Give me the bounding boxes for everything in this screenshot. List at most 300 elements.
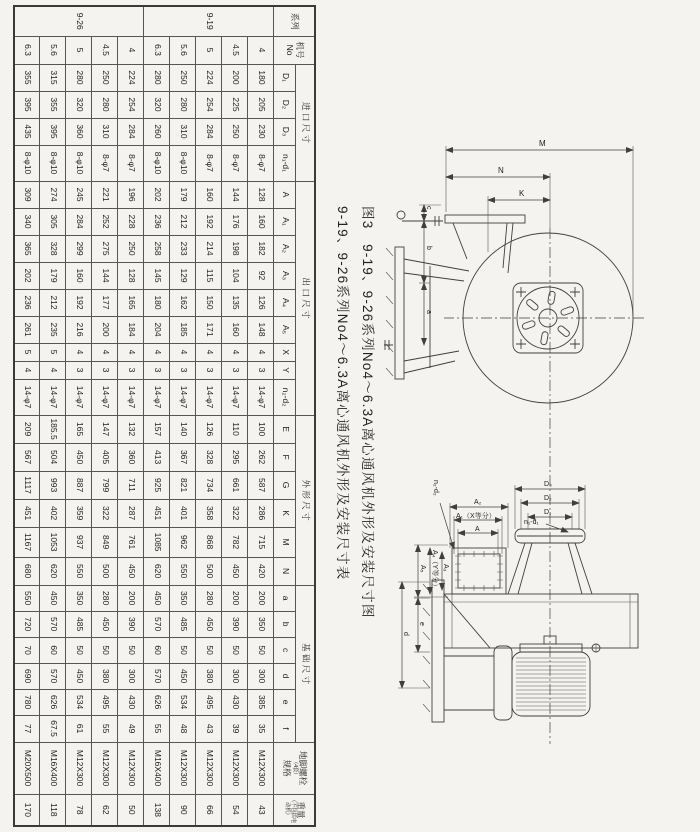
outlet-opening [458,554,500,588]
cell: 50 [118,637,144,663]
cell: 135 [222,289,248,316]
cell: 849 [92,527,118,557]
pedestal [404,259,469,373]
cell: 8-φ7 [222,145,248,181]
cell: 962 [170,527,196,557]
motor-base [494,646,512,720]
cell: 43 [196,715,222,742]
outlet-flange-front [452,548,506,594]
cell: 145 [144,262,170,289]
cell: 3 [222,361,248,379]
cell: 192 [196,208,222,235]
col-header: d [274,663,296,689]
cell: 8-φ7 [196,145,222,181]
cell: 534 [170,689,196,715]
cell: 570 [144,611,170,637]
cell: 280 [144,64,170,91]
cell: 450 [66,663,92,689]
col-header: K [274,499,296,527]
cell: 322 [222,499,248,527]
cell: M12X300 [92,742,118,794]
cell: 170 [14,794,40,826]
cell: 320 [144,91,170,118]
cell: 4 [40,361,66,379]
cell: 1053 [40,527,66,557]
machine-no: 5 [196,36,222,64]
cell: 115 [196,262,222,289]
dim-label-A: A [475,526,480,533]
cell: 179 [170,181,196,208]
cell: 350 [66,585,92,611]
casing-lines [444,594,638,648]
cell: 390 [222,611,248,637]
machine-no: 4.5 [222,36,248,64]
cell: 359 [66,499,92,527]
cell: 171 [196,316,222,343]
cell: 567 [14,443,40,471]
col-header: Y [274,361,296,379]
group-header: 基 础 尺 寸 [296,585,315,742]
cell: 200 [118,585,144,611]
col-header: A₂ [274,235,296,262]
cell: 132 [118,415,144,443]
cell: 49 [118,715,144,742]
support-frame [444,594,494,710]
cell: 380 [92,663,118,689]
cell: 280 [196,585,222,611]
cell: 715 [248,527,274,557]
cell: 887 [66,471,92,499]
cell: M12X300 [222,742,248,794]
cell: 450 [170,663,196,689]
dim-A [458,526,498,554]
machine-no: 4 [118,36,144,64]
group-header: 系列 [274,6,315,36]
dim-A2 [450,499,508,548]
cell: 8-φ10 [40,145,66,181]
cell: 92 [248,262,274,289]
table-row [40,6,66,826]
cell: 8-φ10 [144,145,170,181]
cell: M16X400 [40,742,66,794]
table-row [118,6,144,826]
cell: 8-φ7 [92,145,118,181]
cell: 225 [222,91,248,118]
cell: 14-φ7 [196,379,222,415]
cell: 450 [66,443,92,471]
dim-label-A4: A₄（Y等分） [431,550,438,591]
cell: 450 [92,611,118,637]
cell: 300 [248,663,274,689]
col-header: n₂-d₂ [274,379,296,415]
cell: 4 [14,361,40,379]
cell: 550 [170,557,196,585]
cell: 212 [170,208,196,235]
cell: 147 [92,415,118,443]
cell: 780 [14,689,40,715]
group-header: 外 形 尺 寸 [296,415,315,585]
cell: 128 [248,181,274,208]
cell: 250 [170,64,196,91]
cell: 360 [118,443,144,471]
cell: 165 [118,289,144,316]
cell: 390 [118,611,144,637]
dim-e [414,598,430,652]
cell: 185.5 [40,415,66,443]
cell: 405 [92,443,118,471]
cell: 761 [118,527,144,557]
cell: 35 [248,715,274,742]
cell: 367 [170,443,196,471]
cell: 495 [196,689,222,715]
col-header: n₁-d₁ [274,145,296,181]
cell: 993 [40,471,66,499]
anchor-bolt [397,211,443,226]
cell: 212 [40,289,66,316]
cell: 328 [40,235,66,262]
cell: 322 [92,499,118,527]
cell: 280 [170,91,196,118]
cell: 209 [14,415,40,443]
cell: 126 [196,415,222,443]
cell: 284 [196,118,222,145]
cell: 310 [170,118,196,145]
cell: 4 [170,343,196,361]
dim-K [488,189,550,252]
dim-A3 [442,552,449,590]
cell: 62 [92,794,118,826]
dim-label-D3: D₃ [544,481,552,488]
dim-N [446,166,550,228]
cell: 4 [118,343,144,361]
cell: 570 [40,611,66,637]
cell: 680 [14,557,40,585]
dim-label-e: e [418,622,425,626]
dim-label-c: c [425,206,432,210]
cell: 626 [40,689,66,715]
cell: 118 [40,794,66,826]
cell: 55 [144,715,170,742]
cell: 451 [144,499,170,527]
cell: 4 [248,343,274,361]
cell: 205 [248,91,274,118]
dim-n1d1 [524,519,568,532]
col-header: A₃ [274,262,296,289]
cell: 196 [118,181,144,208]
cell: 254 [196,91,222,118]
cell: 104 [222,262,248,289]
machine-no: 5.6 [40,36,66,64]
cell: M12X300 [196,742,222,794]
cell: 300 [222,663,248,689]
motor-body [512,652,590,716]
dim-label-n2d2: n₂-d₂ [432,480,439,496]
anchor-bolt [384,335,393,350]
cell: 450 [40,585,66,611]
cell: 233 [170,235,196,262]
cell: 402 [40,499,66,527]
motor [494,636,600,720]
cell: 39 [222,715,248,742]
dim-label-K: K [519,189,525,198]
cell: 720 [14,611,40,637]
cell: 184 [118,316,144,343]
cell: 250 [118,235,144,262]
cell: 43 [248,794,274,826]
cell: 284 [118,118,144,145]
spec-table-wrap [13,5,316,827]
col-header: f [274,715,296,742]
cell: 355 [14,64,40,91]
cell: 3 [170,361,196,379]
cell: M12X300 [66,742,92,794]
cell: 350 [170,585,196,611]
cell: 14-φ7 [66,379,92,415]
cell: 204 [144,316,170,343]
col-header: b [274,611,296,637]
col-header: M [274,527,296,557]
cell: 200 [248,585,274,611]
cell: 451 [14,499,40,527]
cell: 430 [118,689,144,715]
cell: 620 [144,557,170,585]
cell: 4 [92,343,118,361]
cell: 180 [248,64,274,91]
series-label: 9-19 [144,6,274,36]
cell: 157 [144,415,170,443]
cell: 626 [144,689,170,715]
cell: 401 [170,499,196,527]
spec-table [13,5,316,827]
cell: 236 [14,289,40,316]
cell: 129 [170,262,196,289]
cell: 4 [222,343,248,361]
cell: 224 [196,64,222,91]
cell: 821 [170,471,196,499]
base-plate [395,247,404,379]
cell: 385 [248,689,274,715]
table-row [66,6,92,826]
cell: 661 [222,471,248,499]
cell: 1117 [14,471,40,499]
cell: 280 [92,91,118,118]
table-row [196,6,222,826]
col-header: G [274,471,296,499]
cell: 550 [14,585,40,611]
cell: 250 [92,64,118,91]
cell: 8-φ10 [14,145,40,181]
cell: 200 [222,64,248,91]
cell: 799 [92,471,118,499]
cell: 5 [14,343,40,361]
cell: 262 [248,443,274,471]
table-row [14,6,40,826]
dim-label-N: N [498,166,504,175]
cell: 148 [248,316,274,343]
cell: 50 [248,637,274,663]
dim-label-A2: A₂ [474,499,482,506]
cell: 4 [144,343,170,361]
cell: 228 [118,208,144,235]
cell: 450 [144,585,170,611]
cell: 66 [196,794,222,826]
cell: 485 [66,611,92,637]
cell: 550 [66,557,92,585]
cell: 192 [66,289,92,316]
cell: 587 [248,471,274,499]
cell: 14-φ7 [144,379,170,415]
cell: 236 [144,208,170,235]
cell: 128 [118,262,144,289]
col-header: A₁ [274,208,296,235]
group-header: 机号 No [274,36,315,64]
col-header: D₁ [274,64,296,91]
series-label: 9-26 [14,6,144,36]
cell: 435 [14,118,40,145]
cell: 485 [170,611,196,637]
table-row [222,6,248,826]
cell: 48 [170,715,196,742]
cell: 5 [40,343,66,361]
table-row [144,6,170,826]
col-header: N [274,557,296,585]
cell: 14-φ7 [14,379,40,415]
cell: 360 [66,118,92,145]
cell: 620 [40,557,66,585]
dim-label-D1: D₁ [544,509,552,516]
outlet-duct [453,223,513,273]
ground-hatch [386,248,393,376]
machine-no: 6.3 [14,36,40,64]
cell: 77 [14,715,40,742]
cell: 50 [170,637,196,663]
cell: 185 [170,316,196,343]
table-row [92,6,118,826]
cell: 309 [14,181,40,208]
cell: 925 [144,471,170,499]
cell: 144 [222,181,248,208]
cell: 570 [40,663,66,689]
dim-A4 [430,548,440,594]
cell: 734 [196,471,222,499]
cell: 179 [40,262,66,289]
cell: 937 [66,527,92,557]
cell: 200 [92,316,118,343]
machine-no: 4.5 [92,36,118,64]
cell: 260 [144,118,170,145]
figure-caption: 图3 9-19、9-26系列No4～6.3A离心通风机外形及安装尺寸图 [360,206,375,619]
dim-label-M: M [539,139,546,148]
cell: 450 [118,557,144,585]
cell: 50 [222,637,248,663]
dim-label-D2: D₂ [544,495,552,502]
cell: 14-φ7 [40,379,66,415]
cell: 395 [40,118,66,145]
cell: 358 [196,499,222,527]
cell: 165 [66,415,92,443]
cell: 202 [144,181,170,208]
cell: 235 [40,316,66,343]
cell: 3 [66,361,92,379]
col-header: A₄ [274,289,296,316]
dim-M [446,139,633,324]
cell: 350 [248,611,274,637]
cell: 176 [222,208,248,235]
cell: 504 [40,443,66,471]
cell: 198 [222,235,248,262]
cell: 430 [222,689,248,715]
cell: 355 [40,91,66,118]
cell: 1085 [144,527,170,557]
cell: 160 [248,208,274,235]
cell: 395 [14,91,40,118]
cell: 110 [222,415,248,443]
cell: 340 [14,208,40,235]
group-header: 重量 （不包括电动机） [274,794,315,826]
cell: 4 [196,343,222,361]
group-header: 出 口 尺 寸 [296,181,315,415]
cell: 126 [248,289,274,316]
cell: 3 [92,361,118,379]
cell: 138 [144,794,170,826]
col-header: A₅ [274,316,296,343]
cell: 8-φ7 [248,145,274,181]
cell: 224 [118,64,144,91]
cell: 230 [248,118,274,145]
cell: 245 [66,181,92,208]
cell: 150 [196,289,222,316]
dim-label-a: a [425,310,432,314]
cell: 162 [170,289,196,316]
group-header: 地脚螺栓 （4套） 规格 [274,742,315,794]
cell: 221 [92,181,118,208]
cell: 500 [196,557,222,585]
cell: 284 [66,208,92,235]
table-row [170,6,196,826]
cell: 90 [170,794,196,826]
dim-label-b: b [425,246,432,250]
cell: 254 [118,91,144,118]
cell: 328 [196,443,222,471]
col-header: c [274,637,296,663]
col-header: E [274,415,296,443]
group-header: 进 口 尺 寸 [296,64,315,181]
cell: 202 [14,262,40,289]
dim-label-n1d1: n₁-d₁ [524,519,539,526]
cell: 177 [92,289,118,316]
cell: 144 [92,262,118,289]
cell: 4 [66,343,92,361]
cell: 3 [144,361,170,379]
cell: 160 [196,181,222,208]
cell: 3 [248,361,274,379]
cell: 868 [196,527,222,557]
cell: 8-φ7 [118,145,144,181]
cell: 420 [248,557,274,585]
outlet-bolt-ticks [455,551,503,591]
table-caption: 9-19、9-26系列No4～6.3A离心通风机外形及安装尺寸表 [335,206,350,581]
cell: 60 [144,637,170,663]
cell: 450 [222,557,248,585]
col-header: X [274,343,296,361]
cell: 3 [196,361,222,379]
machine-no: 6.3 [144,36,170,64]
col-header: a [274,585,296,611]
cell: 570 [144,663,170,689]
cell: 14-φ7 [92,379,118,415]
cell: 320 [66,91,92,118]
dim-label-A1: A₁（X等分） [456,513,496,520]
